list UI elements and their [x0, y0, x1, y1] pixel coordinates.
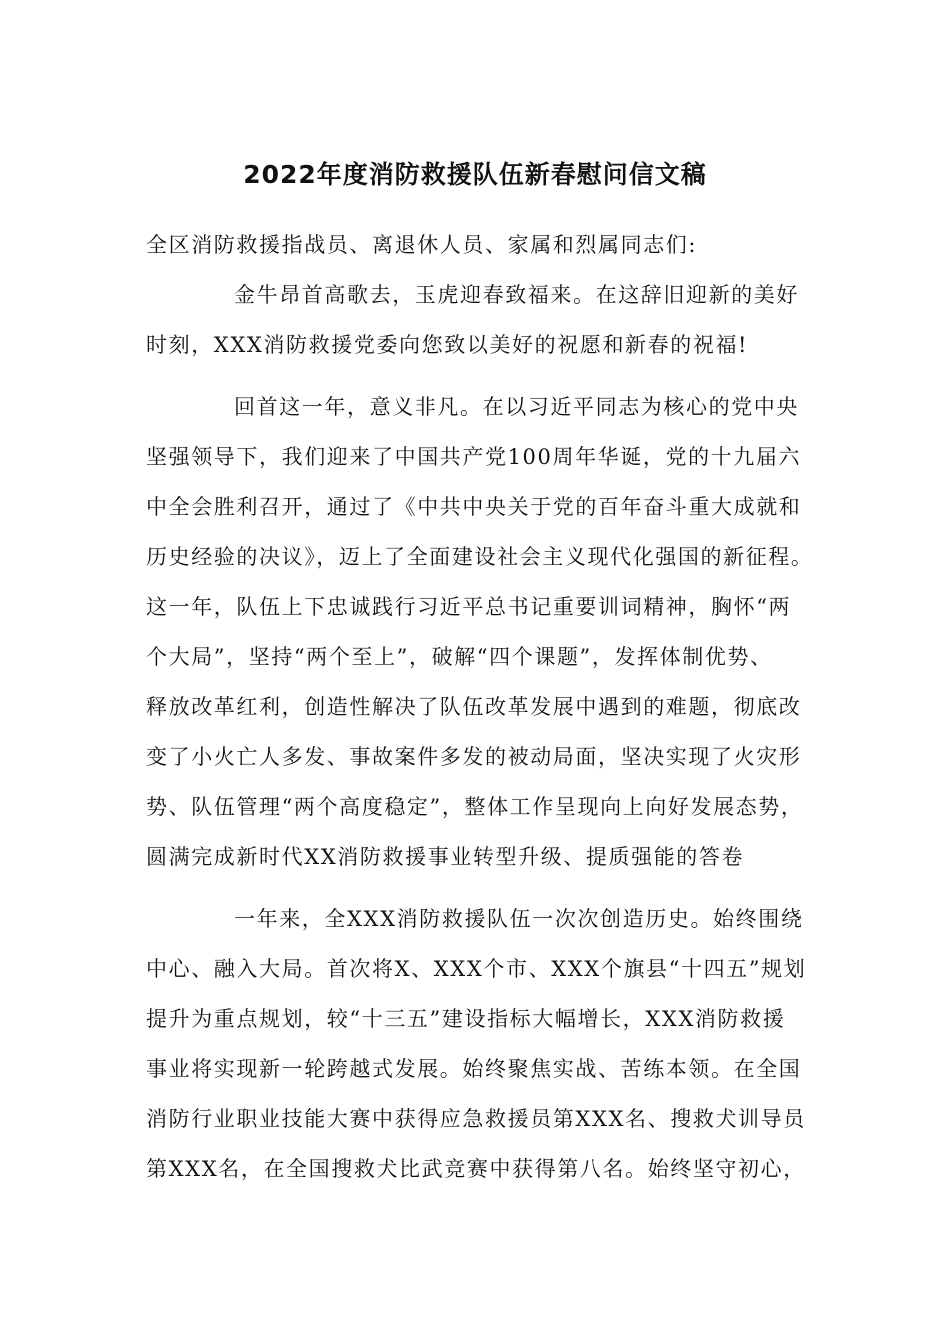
paragraph-1: [146, 270, 810, 370]
paragraph-line: 提升为重点规划，较“十三五”建设指标大幅增长，XXX消防救援: [146, 1007, 786, 1031]
paragraph-2: [146, 382, 814, 882]
paragraph-line: 第XXX名，在全国搜救犬比武竞赛中获得第八名。始终坚守初心，: [146, 1157, 806, 1181]
paragraph-line: 圆满完成新时代XX消防救援事业转型升级、提质强能的答卷: [146, 845, 745, 869]
paragraph-line: 变了小火亡人多发、事故案件多发的被动局面，坚决实现了火灾形: [146, 745, 802, 769]
document-body: [146, 220, 814, 1194]
paragraph-line: 这一年，队伍上下忠诚践行习近平总书记重要训词精神，胸怀“两: [146, 595, 792, 619]
paragraph-line: 释放改革红利，创造性解决了队伍改革发展中遇到的难题，彻底改: [146, 695, 802, 719]
paragraph-gap: [146, 882, 810, 894]
paragraph-line: 消防行业职业技能大赛中获得应急救援员第XXX名、搜救犬训导员: [146, 1107, 806, 1131]
paragraph-line: 回首这一年，意义非凡。在以习近平同志为核心的党中央: [234, 395, 799, 419]
paragraph-line: 事业将实现新一轮跨越式发展。始终聚焦实战、苦练本领。在全国: [146, 1057, 802, 1081]
paragraph-gap: [146, 370, 810, 382]
paragraph-line: 中心、融入大局。首次将X、XXX个市、XXX个旗县“十四五”规划: [146, 957, 807, 981]
paragraph-line: 个大局”，坚持“两个至上”，破解“四个课题”，发挥体制优势、: [146, 645, 773, 669]
paragraph-line: 势、队伍管理“两个高度稳定”，整体工作呈现向上向好发展态势，: [146, 795, 804, 819]
paragraph-line: 历史经验的决议》，迈上了全面建设社会主义现代化强国的新征程。: [146, 545, 814, 569]
paragraph-line: 中全会胜利召开，通过了《中共中央关于党的百年奋斗重大成就和: [146, 495, 802, 519]
paragraph-3: [146, 894, 810, 1194]
salutation: 全区消防救援指战员、离退休人员、家属和烈属同志们:: [146, 233, 698, 257]
paragraph-line: 坚强领导下，我们迎来了中国共产党100周年华诞，党的十九届六: [146, 445, 802, 469]
paragraph-line: 时刻，XXX消防救援党委向您致以美好的祝愿和新春的祝福!: [146, 333, 749, 357]
document-title: 2022年度消防救援队伍新春慰问信文稿: [243, 160, 707, 189]
paragraph-line: 金牛昂首高歌去，玉虎迎春致福来。在这辞旧迎新的美好: [234, 283, 799, 307]
paragraph-line: 一年来，全XXX消防救援队伍一次次创造历史。始终围绕: [234, 907, 804, 931]
